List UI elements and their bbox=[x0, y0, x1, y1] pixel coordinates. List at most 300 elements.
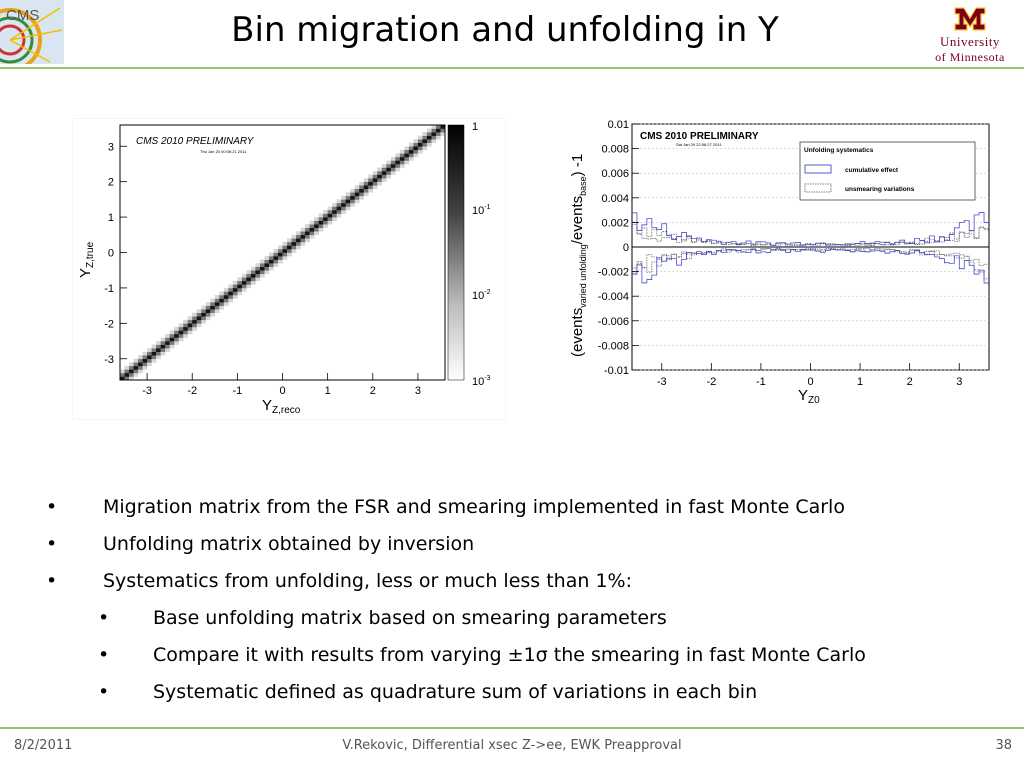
matrix-cell bbox=[120, 373, 125, 377]
matrix-cell bbox=[251, 267, 256, 271]
matrix-cell bbox=[323, 224, 328, 228]
y-tick-label: 2 bbox=[107, 176, 114, 189]
matrix-cell bbox=[228, 291, 233, 295]
matrix-cell bbox=[404, 153, 409, 157]
matrix-cell bbox=[337, 199, 342, 203]
matrix-cell bbox=[165, 341, 170, 345]
matrix-cell bbox=[246, 274, 251, 278]
matrix-cell bbox=[269, 256, 274, 260]
matrix-cell bbox=[355, 192, 360, 196]
matrix-cell bbox=[422, 146, 427, 150]
matrix-cell bbox=[224, 299, 229, 303]
matrix-cell bbox=[255, 274, 260, 278]
matrix-cell bbox=[273, 260, 278, 264]
matrix-cell bbox=[138, 355, 143, 359]
right-ylabel: (events$_{varied unfolding}$/events$_{base}$) -1 bbox=[569, 153, 588, 357]
matrix-cell bbox=[404, 160, 409, 164]
matrix-cell bbox=[237, 291, 242, 295]
matrix-cell bbox=[255, 263, 260, 267]
matrix-cell bbox=[165, 338, 170, 342]
left-ylabel: $Y_{Z,true}$ bbox=[77, 241, 96, 278]
matrix-cell bbox=[436, 132, 441, 136]
y-tick-label: -0.002 bbox=[597, 266, 629, 279]
right-plot-label: CMS 2010 PRELIMINARY bbox=[640, 131, 759, 142]
matrix-cell bbox=[283, 253, 288, 257]
matrix-cell bbox=[319, 228, 324, 232]
matrix-cell bbox=[422, 136, 427, 140]
matrix-cell bbox=[278, 245, 283, 249]
matrix-cell bbox=[409, 150, 414, 154]
matrix-cell bbox=[301, 228, 306, 232]
matrix-cell bbox=[143, 352, 148, 356]
unfolding-systematics-plot bbox=[560, 112, 996, 412]
matrix-cell bbox=[138, 366, 143, 370]
matrix-cell bbox=[305, 228, 310, 232]
matrix-cell bbox=[346, 203, 351, 207]
matrix-cell bbox=[147, 355, 152, 359]
x-tick-label: -2 bbox=[706, 376, 717, 388]
legend-title: Unfolding systematics bbox=[804, 147, 874, 154]
matrix-cell bbox=[332, 206, 337, 210]
x-tick-label: -3 bbox=[656, 376, 667, 388]
matrix-cell bbox=[260, 260, 265, 264]
matrix-cell bbox=[395, 160, 400, 164]
y-tick-label: -1 bbox=[104, 282, 114, 295]
matrix-cell bbox=[206, 306, 211, 310]
matrix-cell bbox=[156, 355, 161, 359]
x-tick-label: -1 bbox=[756, 376, 766, 388]
matrix-cell bbox=[301, 235, 306, 239]
matrix-cell bbox=[237, 284, 242, 288]
matrix-cell bbox=[431, 139, 436, 143]
matrix-cell bbox=[328, 206, 333, 210]
matrix-cell bbox=[395, 164, 400, 168]
matrix-cell bbox=[323, 210, 328, 214]
matrix-cell bbox=[292, 235, 297, 239]
matrix-cell bbox=[431, 136, 436, 140]
matrix-cell bbox=[436, 125, 441, 129]
matrix-cell bbox=[188, 316, 193, 320]
matrix-cell bbox=[273, 256, 278, 260]
matrix-cell bbox=[210, 302, 215, 306]
y-tick-label: -0.006 bbox=[597, 315, 629, 328]
matrix-cell bbox=[292, 238, 297, 242]
matrix-cell bbox=[273, 253, 278, 257]
matrix-cell bbox=[287, 238, 292, 242]
matrix-cell bbox=[341, 206, 346, 210]
matrix-cell bbox=[206, 309, 211, 313]
matrix-cell bbox=[255, 267, 260, 271]
matrix-cell bbox=[251, 281, 256, 285]
y-tick-label: 0.002 bbox=[601, 217, 629, 230]
matrix-cell bbox=[206, 313, 211, 317]
matrix-cell bbox=[174, 338, 179, 342]
matrix-cell bbox=[436, 136, 441, 140]
matrix-cell bbox=[278, 253, 283, 257]
matrix-cell bbox=[138, 369, 143, 373]
matrix-cell bbox=[246, 284, 251, 288]
y-tick-label: 0.008 bbox=[601, 143, 629, 156]
matrix-cell bbox=[436, 129, 441, 133]
matrix-cell bbox=[368, 182, 373, 186]
matrix-cell bbox=[346, 196, 351, 200]
matrix-cell bbox=[422, 132, 427, 136]
matrix-cell bbox=[314, 221, 319, 225]
matrix-cell bbox=[260, 267, 265, 271]
matrix-cell bbox=[337, 203, 342, 207]
right-xlabel: $Y_{Z0}$ bbox=[798, 387, 820, 406]
matrix-cell bbox=[314, 224, 319, 228]
y-tick-label: 0.01 bbox=[607, 119, 629, 131]
matrix-cell bbox=[228, 288, 233, 292]
matrix-cell bbox=[129, 366, 134, 370]
x-tick-label: 1 bbox=[857, 376, 864, 388]
matrix-cell bbox=[197, 316, 202, 320]
matrix-cell bbox=[427, 136, 432, 140]
matrix-cell bbox=[364, 185, 369, 189]
matrix-cell bbox=[413, 143, 418, 147]
footer-page-number: 38 bbox=[995, 738, 1012, 753]
matrix-cell bbox=[143, 355, 148, 359]
matrix-cell bbox=[323, 217, 328, 221]
matrix-cell bbox=[201, 306, 206, 310]
matrix-cell bbox=[188, 323, 193, 327]
colorbar-tick-label: 1 bbox=[472, 121, 479, 133]
matrix-cell bbox=[138, 359, 143, 363]
matrix-cell bbox=[156, 341, 161, 345]
university-line1: University bbox=[940, 34, 1000, 49]
matrix-cell bbox=[431, 125, 436, 129]
matrix-cell bbox=[337, 214, 342, 218]
matrix-cell bbox=[224, 302, 229, 306]
matrix-cell bbox=[395, 168, 400, 172]
matrix-cell bbox=[377, 171, 382, 175]
matrix-cell bbox=[183, 323, 188, 327]
matrix-cell bbox=[192, 316, 197, 320]
y-tick-label: -0.01 bbox=[603, 365, 629, 377]
y-tick-label: 0.004 bbox=[601, 192, 629, 205]
matrix-cell bbox=[188, 330, 193, 334]
matrix-cell bbox=[228, 299, 233, 303]
matrix-cell bbox=[386, 168, 391, 172]
matrix-cell bbox=[413, 153, 418, 157]
matrix-cell bbox=[174, 327, 179, 331]
matrix-cell bbox=[138, 362, 143, 366]
matrix-cell bbox=[341, 196, 346, 200]
matrix-cell bbox=[305, 235, 310, 239]
x-tick-label: 1 bbox=[324, 385, 331, 397]
matrix-cell bbox=[341, 203, 346, 207]
m-logo-icon bbox=[953, 6, 987, 32]
y-tick-label: 3 bbox=[107, 141, 114, 154]
slide-title: Bin migration and unfolding in Y bbox=[231, 10, 779, 50]
matrix-cell bbox=[350, 203, 355, 207]
matrix-cell bbox=[143, 359, 148, 363]
matrix-cell bbox=[373, 178, 378, 182]
matrix-cell bbox=[332, 203, 337, 207]
matrix-cell bbox=[359, 192, 364, 196]
matrix-cell bbox=[301, 242, 306, 246]
matrix-cell bbox=[382, 171, 387, 175]
matrix-cell bbox=[377, 178, 382, 182]
matrix-cell bbox=[278, 249, 283, 253]
matrix-cell bbox=[323, 214, 328, 218]
y-tick-label: 0 bbox=[107, 247, 114, 260]
matrix-cell bbox=[170, 345, 175, 349]
matrix-cell bbox=[242, 277, 247, 281]
matrix-cell bbox=[364, 189, 369, 193]
matrix-cell bbox=[152, 345, 157, 349]
matrix-cell bbox=[129, 362, 134, 366]
matrix-cell bbox=[242, 281, 247, 285]
matrix-cell bbox=[418, 150, 423, 154]
x-tick-label: 2 bbox=[369, 385, 376, 397]
matrix-cell bbox=[409, 146, 414, 150]
matrix-cell bbox=[237, 288, 242, 292]
matrix-cell bbox=[273, 249, 278, 253]
matrix-cell bbox=[350, 189, 355, 193]
matrix-cell bbox=[319, 214, 324, 218]
legend-item-cumulative: cumulative effect bbox=[845, 167, 899, 174]
matrix-cell bbox=[283, 256, 288, 260]
matrix-cell bbox=[287, 245, 292, 249]
matrix-cell bbox=[147, 348, 152, 352]
matrix-cell bbox=[332, 210, 337, 214]
matrix-cell bbox=[219, 306, 224, 310]
matrix-cell bbox=[183, 330, 188, 334]
matrix-cell bbox=[161, 348, 166, 352]
matrix-cell bbox=[197, 323, 202, 327]
matrix-cell bbox=[156, 348, 161, 352]
matrix-cell bbox=[418, 136, 423, 140]
matrix-cell bbox=[165, 348, 170, 352]
matrix-cell bbox=[152, 355, 157, 359]
matrix-cell bbox=[310, 235, 315, 239]
matrix-cell bbox=[278, 260, 283, 264]
matrix-cell bbox=[341, 210, 346, 214]
matrix-cell bbox=[251, 277, 256, 281]
matrix-cell bbox=[161, 338, 166, 342]
matrix-cell bbox=[228, 284, 233, 288]
y-tick-label: -0.008 bbox=[597, 340, 629, 353]
matrix-cell bbox=[350, 196, 355, 200]
matrix-cell bbox=[364, 192, 369, 196]
matrix-cell bbox=[409, 153, 414, 157]
matrix-cell bbox=[418, 146, 423, 150]
cms-logo-text: CMS bbox=[6, 7, 40, 24]
matrix-cell bbox=[377, 168, 382, 172]
matrix-cell bbox=[355, 185, 360, 189]
matrix-cell bbox=[201, 313, 206, 317]
matrix-cell bbox=[251, 270, 256, 274]
matrix-cell bbox=[219, 302, 224, 306]
matrix-cell bbox=[219, 295, 224, 299]
matrix-cell bbox=[359, 182, 364, 186]
matrix-cell bbox=[427, 129, 432, 133]
matrix-cell bbox=[161, 345, 166, 349]
matrix-cell bbox=[174, 341, 179, 345]
matrix-cell bbox=[296, 245, 301, 249]
matrix-cell bbox=[147, 352, 152, 356]
matrix-cell bbox=[413, 150, 418, 154]
matrix-cell bbox=[355, 199, 360, 203]
matrix-cell bbox=[183, 320, 188, 324]
matrix-cell bbox=[292, 245, 297, 249]
matrix-cell bbox=[350, 192, 355, 196]
matrix-cell bbox=[310, 221, 315, 225]
matrix-cell bbox=[170, 334, 175, 338]
colorbar-tick-label: $10^{-3}$ bbox=[472, 375, 491, 388]
matrix-cell bbox=[400, 157, 405, 161]
matrix-cell bbox=[418, 143, 423, 147]
matrix-cell bbox=[382, 164, 387, 168]
matrix-cell bbox=[377, 182, 382, 186]
x-tick-label: 3 bbox=[956, 376, 963, 388]
matrix-cell bbox=[179, 338, 184, 342]
matrix-cell bbox=[125, 369, 130, 373]
matrix-cell bbox=[332, 214, 337, 218]
matrix-cell bbox=[269, 263, 274, 267]
matrix-cell bbox=[296, 238, 301, 242]
colorbar-tick-label: $10^{-2}$ bbox=[472, 289, 491, 302]
matrix-cell bbox=[264, 267, 269, 271]
matrix-cell bbox=[215, 295, 220, 299]
matrix-cell bbox=[183, 327, 188, 331]
matrix-cell bbox=[364, 178, 369, 182]
matrix-cell bbox=[242, 284, 247, 288]
matrix-cell bbox=[283, 245, 288, 249]
matrix-cell bbox=[373, 171, 378, 175]
y-tick-label: -2 bbox=[104, 318, 114, 331]
matrix-cell bbox=[431, 132, 436, 136]
y-tick-label: -0.004 bbox=[597, 291, 629, 304]
matrix-cell bbox=[346, 206, 351, 210]
matrix-cell bbox=[328, 214, 333, 218]
matrix-cell bbox=[233, 291, 238, 295]
matrix-cell bbox=[287, 253, 292, 257]
matrix-cell bbox=[314, 217, 319, 221]
matrix-cell bbox=[134, 362, 139, 366]
matrix-cell bbox=[373, 175, 378, 179]
matrix-cell bbox=[391, 160, 396, 164]
matrix-cell bbox=[296, 231, 301, 235]
matrix-cell bbox=[278, 256, 283, 260]
matrix-cell bbox=[350, 199, 355, 203]
matrix-cell bbox=[224, 288, 229, 292]
matrix-cell bbox=[215, 306, 220, 310]
matrix-cell bbox=[183, 334, 188, 338]
matrix-cell bbox=[273, 263, 278, 267]
matrix-cell bbox=[404, 150, 409, 154]
legend bbox=[800, 142, 975, 200]
matrix-cell bbox=[296, 235, 301, 239]
matrix-cell bbox=[264, 256, 269, 260]
matrix-cell bbox=[260, 263, 265, 267]
matrix-cell bbox=[174, 330, 179, 334]
y-tick-label: 0.006 bbox=[601, 168, 629, 181]
matrix-cell bbox=[287, 249, 292, 253]
matrix-cell bbox=[328, 210, 333, 214]
matrix-cell bbox=[215, 309, 220, 313]
matrix-cell bbox=[319, 224, 324, 228]
matrix-cell bbox=[264, 270, 269, 274]
matrix-cell bbox=[359, 185, 364, 189]
matrix-cell bbox=[215, 299, 220, 303]
matrix-cell bbox=[269, 260, 274, 264]
y-tick-label: -3 bbox=[104, 353, 114, 366]
matrix-cell bbox=[328, 221, 333, 225]
matrix-cell bbox=[368, 185, 373, 189]
matrix-cell bbox=[269, 253, 274, 257]
matrix-cell bbox=[368, 178, 373, 182]
matrix-cell bbox=[314, 231, 319, 235]
matrix-cell bbox=[147, 359, 152, 363]
matrix-cell bbox=[161, 352, 166, 356]
right-plot-timestamp: Sat Jan 29 22:58:27 2011 bbox=[676, 142, 722, 147]
matrix-cell bbox=[301, 231, 306, 235]
matrix-cell bbox=[134, 359, 139, 363]
matrix-cell bbox=[165, 345, 170, 349]
university-line2: of Minnesota bbox=[935, 50, 1005, 64]
matrix-cell bbox=[427, 132, 432, 136]
matrix-cell bbox=[233, 288, 238, 292]
matrix-cell bbox=[246, 270, 251, 274]
matrix-cell bbox=[395, 153, 400, 157]
header-rule bbox=[0, 67, 1024, 69]
matrix-cell bbox=[346, 199, 351, 203]
x-tick-label: 2 bbox=[906, 376, 913, 388]
matrix-cell bbox=[143, 366, 148, 370]
matrix-cell bbox=[156, 345, 161, 349]
matrix-cell bbox=[301, 238, 306, 242]
matrix-cell bbox=[179, 334, 184, 338]
matrix-cell bbox=[255, 270, 260, 274]
matrix-cell bbox=[400, 150, 405, 154]
footer-center: V.Rekovic, Differential xsec Z->ee, EWK Preapproval bbox=[342, 738, 682, 753]
matrix-cell bbox=[165, 334, 170, 338]
matrix-cell bbox=[161, 341, 166, 345]
matrix-cell bbox=[431, 129, 436, 133]
matrix-cell bbox=[310, 231, 315, 235]
matrix-cell bbox=[170, 330, 175, 334]
matrix-cell bbox=[305, 224, 310, 228]
matrix-cell bbox=[255, 277, 260, 281]
x-tick-label: -3 bbox=[142, 385, 152, 397]
matrix-cell bbox=[228, 295, 233, 299]
matrix-cell bbox=[382, 178, 387, 182]
matrix-cell bbox=[197, 309, 202, 313]
matrix-cell bbox=[260, 274, 265, 278]
matrix-cell bbox=[134, 369, 139, 373]
x-tick-label: 0 bbox=[279, 385, 286, 397]
matrix-cell bbox=[292, 249, 297, 253]
matrix-cell bbox=[292, 242, 297, 246]
matrix-cell bbox=[129, 369, 134, 373]
matrix-cell bbox=[237, 277, 242, 281]
matrix-cell bbox=[391, 171, 396, 175]
matrix-cell bbox=[179, 323, 184, 327]
matrix-cell bbox=[314, 228, 319, 232]
university-logo bbox=[920, 6, 1020, 65]
matrix-cell bbox=[391, 157, 396, 161]
matrix-cell bbox=[323, 221, 328, 225]
matrix-cell bbox=[305, 231, 310, 235]
matrix-cell bbox=[310, 224, 315, 228]
matrix-cell bbox=[382, 175, 387, 179]
matrix-cell bbox=[373, 185, 378, 189]
matrix-cell bbox=[319, 217, 324, 221]
matrix-cell bbox=[156, 352, 161, 356]
